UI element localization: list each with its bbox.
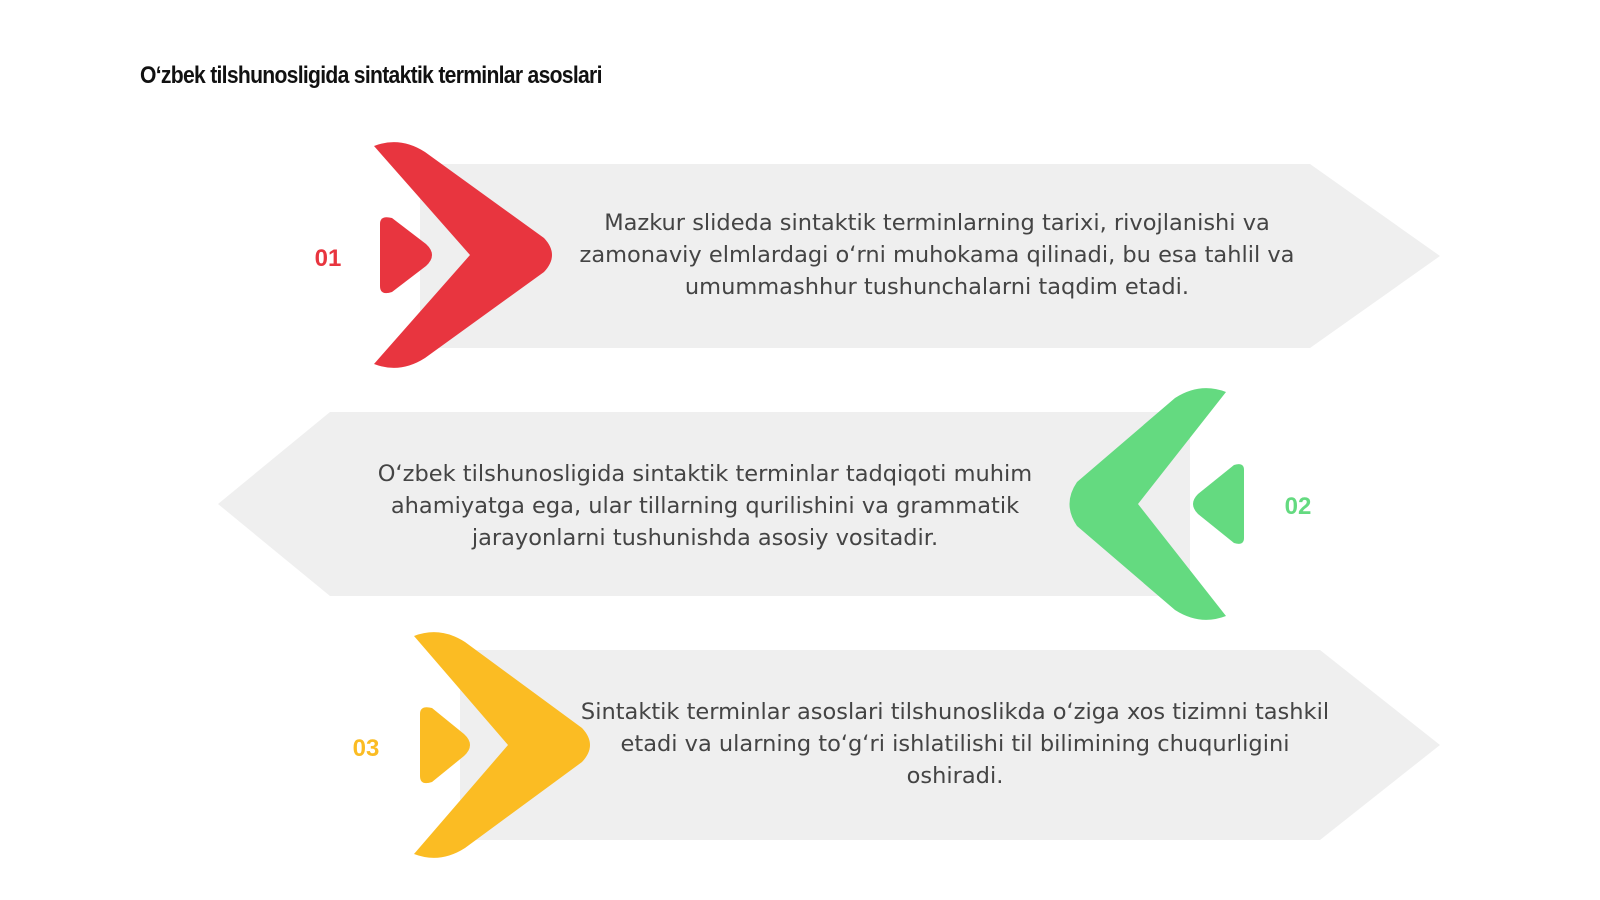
slide-title: O‘zbek tilshunosligida sintaktik terminlar asoslari [140, 62, 602, 89]
play-left-icon [1193, 464, 1244, 544]
item-description [572, 207, 1302, 303]
item-description-line: O‘zbek tilshunosligida sintaktik terminlar tadqiqoti muhim [377, 461, 1033, 487]
item-description-line: ahamiyatga ega, ular tillarning qurilishini va grammatik [390, 493, 1020, 519]
item-description-line: zamonaviy elmlardagi o‘rni muhokama qilinadi, bu esa tahlil va [579, 242, 1295, 268]
item-description-line: jarayonlarni tushunishda asosiy vositadir. [471, 525, 939, 551]
item-description-line: Sintaktik terminlar asoslari tilshunoslikda o‘ziga xos tizimni tashkil [580, 699, 1330, 725]
item-description-line: oshiradi. [906, 763, 1004, 789]
item-description-line: Mazkur slideda sintaktik terminlarning tarixi, rivojlanishi va [604, 210, 1270, 236]
item-description-line: umummashhur tushunchalarni taqdim etadi. [684, 274, 1190, 300]
item-description [560, 696, 1350, 792]
item-description [360, 458, 1050, 554]
item-description-line: etadi va ularning to‘g‘ri ishlatilishi til bilimining chuqurligini [620, 731, 1290, 757]
item-number: 03 [352, 735, 380, 762]
item-number: 01 [314, 245, 342, 272]
item-number: 02 [1284, 493, 1312, 520]
